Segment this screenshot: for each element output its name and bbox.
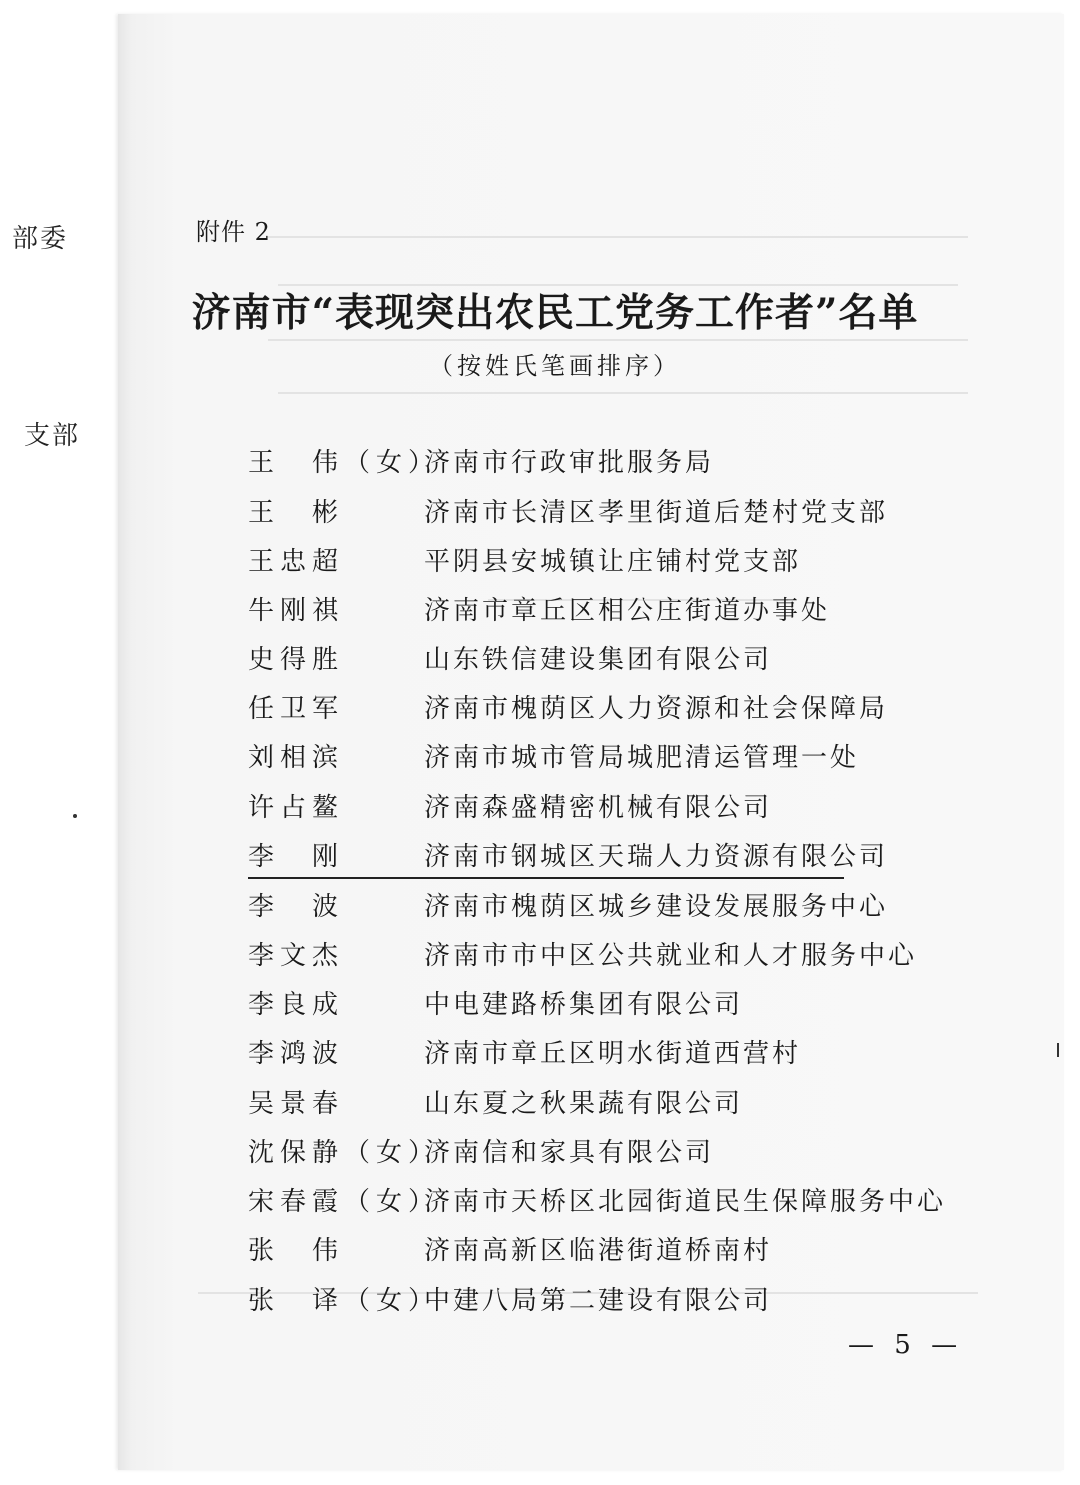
person-name: 史得胜 bbox=[248, 644, 345, 675]
person-name: 张 伟 bbox=[248, 1235, 345, 1266]
list-item bbox=[248, 1179, 946, 1219]
list-item bbox=[248, 1081, 743, 1121]
list-item bbox=[248, 982, 743, 1022]
list-item bbox=[248, 834, 888, 874]
person-name: 李 刚 bbox=[248, 841, 345, 872]
organization: 山东夏之秋果蔬有限公司 bbox=[424, 1088, 744, 1119]
page-title: 济南市“表现突出农民工党务工作者”名单 bbox=[191, 290, 919, 336]
bleed-through-mark bbox=[268, 339, 968, 341]
person-name: 李 波 bbox=[248, 891, 345, 922]
person-name: 刘相滨 bbox=[248, 742, 345, 773]
organization: 济南市市中区公共就业和人才服务中心 bbox=[424, 940, 918, 971]
organization: 济南市天桥区北园街道民生保障服务中心 bbox=[424, 1186, 947, 1217]
person-name: 李良成 bbox=[248, 989, 345, 1020]
organization: 济南市槐荫区人力资源和社会保障局 bbox=[424, 693, 889, 724]
person-name: 张 译（女） bbox=[248, 1285, 441, 1316]
organization: 济南市槐荫区城乡建设发展服务中心 bbox=[424, 891, 889, 922]
list-item bbox=[248, 686, 888, 726]
list-item bbox=[248, 1278, 772, 1318]
person-name: 李文杰 bbox=[248, 940, 345, 971]
list-item bbox=[248, 785, 772, 825]
organization: 平阴县安城镇让庄铺村党支部 bbox=[424, 546, 802, 577]
bleed-through-mark bbox=[268, 236, 968, 238]
organization: 济南森盛精密机械有限公司 bbox=[424, 792, 773, 823]
person-name: 王 彬 bbox=[248, 497, 345, 528]
person-name: 任卫军 bbox=[248, 693, 345, 724]
list-item bbox=[248, 1031, 801, 1071]
attachment-label: 附件 2 bbox=[196, 218, 271, 246]
person-name: 宋春霞（女） bbox=[248, 1186, 441, 1217]
organization: 中建八局第二建设有限公司 bbox=[424, 1285, 773, 1316]
list-item bbox=[248, 735, 859, 775]
person-name: 王 伟（女） bbox=[248, 447, 441, 478]
list-item bbox=[248, 440, 714, 480]
organization: 济南市钢城区天瑞人力资源有限公司 bbox=[424, 841, 889, 872]
list-item bbox=[248, 637, 772, 677]
organization: 济南市长清区孝里街道后楚村党支部 bbox=[424, 497, 889, 528]
bleed-through-mark bbox=[278, 392, 968, 394]
organization: 山东铁信建设集团有限公司 bbox=[424, 644, 773, 675]
speck bbox=[73, 814, 77, 818]
person-name: 李鸿波 bbox=[248, 1038, 345, 1069]
adjacent-page-strip bbox=[0, 0, 118, 1485]
rule-line bbox=[248, 877, 844, 879]
list-item bbox=[248, 1228, 772, 1268]
page-subtitle: （按姓氏笔画排序） bbox=[429, 352, 681, 380]
organization: 济南市章丘区明水街道西营村 bbox=[424, 1038, 802, 1069]
page-number: — 5 — bbox=[848, 1330, 964, 1360]
person-name: 许占鳌 bbox=[248, 792, 345, 823]
person-name: 王忠超 bbox=[248, 546, 345, 577]
adjacent-page-fragment: 支部 bbox=[24, 421, 81, 451]
adjacent-page-fragment: 部委 bbox=[12, 224, 69, 254]
list-item bbox=[248, 933, 917, 973]
organization: 济南高新区临港街道桥南村 bbox=[424, 1235, 773, 1266]
list-item bbox=[248, 490, 888, 530]
organization: 济南市城市管局城肥清运管理一处 bbox=[424, 742, 860, 773]
person-name: 沈保静（女） bbox=[248, 1137, 441, 1168]
organization: 济南市行政审批服务局 bbox=[424, 447, 715, 478]
organization: 中电建路桥集团有限公司 bbox=[424, 989, 744, 1020]
list-item bbox=[248, 884, 888, 924]
scan-mark bbox=[1057, 1043, 1059, 1057]
person-name: 吴景春 bbox=[248, 1088, 345, 1119]
list-item bbox=[248, 539, 801, 579]
organization: 济南信和家具有限公司 bbox=[424, 1137, 715, 1168]
list-item bbox=[248, 1130, 714, 1170]
person-name: 牛刚祺 bbox=[248, 595, 345, 626]
organization: 济南市章丘区相公庄街道办事处 bbox=[424, 595, 831, 626]
list-item bbox=[248, 588, 830, 628]
